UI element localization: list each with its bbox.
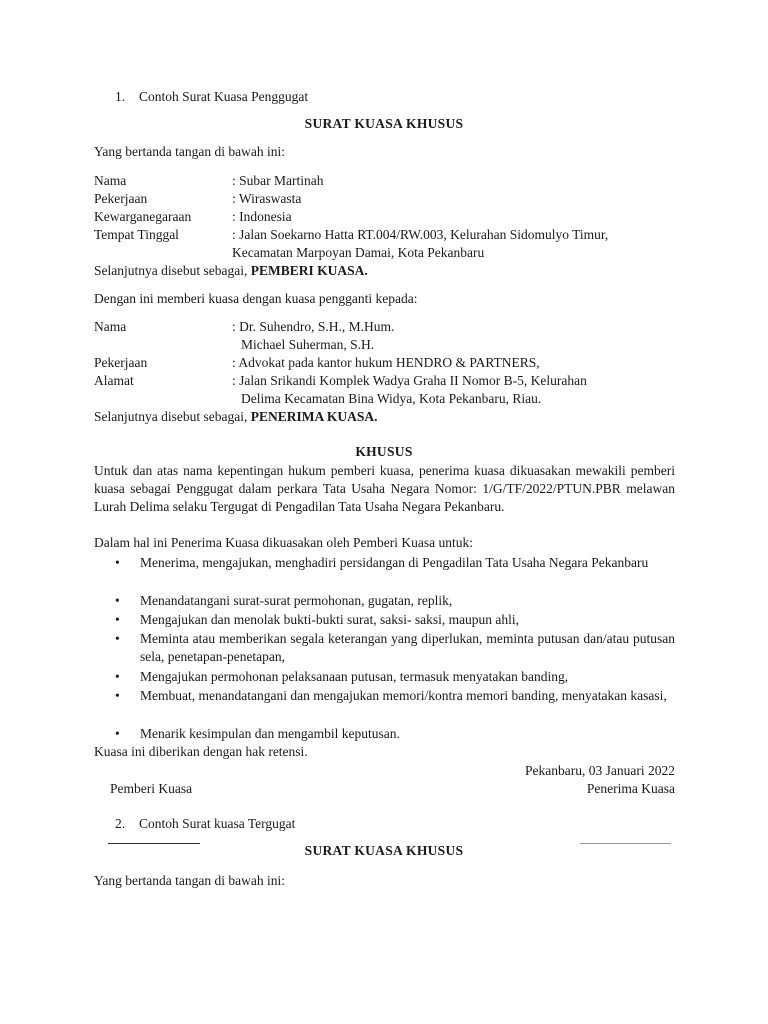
section-1-number: 1. <box>115 89 126 104</box>
authority-intro: Dalam hal ini Penerima Kuasa dikuasakan oleh Pemberi Kuasa untuk: <box>94 535 474 550</box>
bullet-icon: • <box>115 612 120 627</box>
grantor-reference <box>94 262 368 280</box>
grantor-name-value: : Subar Martinah <box>232 173 324 188</box>
bullet-icon: • <box>115 688 120 703</box>
grantor-table <box>0 172 768 262</box>
grantor-reference-prefix: Selanjutnya disebut sebagai, <box>94 263 251 278</box>
grantee-table <box>0 318 768 408</box>
list-item-text: Meminta atau memberikan segala keterangan yang diperlukan, meminta putusan dan/atau putusan sela, penetapan-penetapan, <box>140 631 675 664</box>
letter-title: SURAT KUASA KHUSUS <box>304 116 464 131</box>
grantor-residence-label: Tempat Tinggal <box>94 227 179 242</box>
list-item-text: Mengajukan permohonan pelaksanaan putusan, termasuk menyatakan banding, <box>140 669 569 684</box>
grantor-nationality-value: : Indonesia <box>232 209 292 224</box>
grantee-job-value: : Advokat pada kantor hukum HENDRO & PARTNERS, <box>232 355 540 370</box>
grantor-reference-role: PEMBERI KUASA. <box>250 263 368 278</box>
grantor-residence-value-2: Kecamatan Marpoyan Damai, Kota Pekanbaru <box>232 245 485 260</box>
letter-title-2: SURAT KUASA KHUSUS <box>304 843 464 858</box>
grantor-job-value: : Wiraswasta <box>232 191 302 206</box>
retention-text: Kuasa ini diberikan dengan hak retensi. <box>94 744 308 759</box>
grantee-job-label: Pekerjaan <box>94 355 148 370</box>
intro-text-2: Yang bertanda tangan di bawah ini: <box>94 873 285 888</box>
grantee-name-value-2: Michael Suherman, S.H. <box>241 337 375 352</box>
grant-statement: Dengan ini memberi kuasa dengan kuasa pengganti kepada: <box>94 291 418 306</box>
list-item-text: Mengajukan dan menolak bukti-bukti surat, saksi- saksi, maupun ahli, <box>140 612 520 627</box>
grantee-address-label: Alamat <box>94 373 134 388</box>
grantee-reference-role: PENERIMA KUASA. <box>250 409 378 424</box>
grantee-reference <box>94 408 377 426</box>
intro-text: Yang bertanda tangan di bawah ini: <box>94 144 285 159</box>
list-item-text: Menarik kesimpulan dan mengambil keputusan. <box>140 726 400 741</box>
bullet-icon: • <box>115 555 120 570</box>
grantee-reference-prefix: Selanjutnya disebut sebagai, <box>94 409 251 424</box>
bullet-icon: • <box>115 726 120 741</box>
bullet-icon: • <box>115 631 120 646</box>
grantor-residence-value-1: : Jalan Soekarno Hatta RT.004/RW.003, Kelurahan Sidomulyo Timur, <box>232 227 609 242</box>
special-heading: KHUSUS <box>355 444 413 459</box>
signer-left-label: Pemberi Kuasa <box>110 781 193 796</box>
bullet-icon: • <box>115 593 120 608</box>
grantor-name-label: Nama <box>94 173 127 188</box>
list-item-text: Menerima, mengajukan, menghadiri persidangan di Pengadilan Tata Usaha Negara Pekanbaru <box>140 555 649 570</box>
signer-right-label: Penerima Kuasa <box>586 781 675 796</box>
section-2-number: 2. <box>115 816 126 831</box>
section-1-heading: Contoh Surat Kuasa Penggugat <box>139 89 309 104</box>
list-item-text: Menandatangani surat-surat permohonan, gugatan, replik, <box>140 593 453 608</box>
grantee-address-value-2: Delima Kecamatan Bina Widya, Kota Pekanbaru, Riau. <box>241 391 542 406</box>
place-date: Pekanbaru, 03 Januari 2022 <box>525 763 675 778</box>
list-item-text: Membuat, menandatangani dan mengajukan memori/kontra memori banding, menyatakan kasasi, <box>140 688 667 703</box>
grantor-job-label: Pekerjaan <box>94 191 148 206</box>
grantee-name-label: Nama <box>94 319 127 334</box>
special-paragraph: Untuk dan atas nama kepentingan hukum pemberi kuasa, penerima kuasa dikuasakan mewakili pemberi kuasa sebagai Penggugat dalam perkara Tata Usaha Negara Nomor: 1/G/TF/2022/PTUN.PBR melawan Lurah Delima selaku Tergugat di Pengadilan Tata Usaha Negara Pekanbaru. <box>94 463 675 514</box>
grantee-name-value-1: : Dr. Suhendro, S.H., M.Hum. <box>232 319 395 334</box>
bullet-icon: • <box>115 669 120 684</box>
section-2-heading: Contoh Surat kuasa Tergugat <box>139 816 296 831</box>
grantee-address-value-1: : Jalan Srikandi Komplek Wadya Graha II Nomor B-5, Kelurahan <box>232 373 587 388</box>
grantor-nationality-label: Kewarganegaraan <box>94 209 192 224</box>
